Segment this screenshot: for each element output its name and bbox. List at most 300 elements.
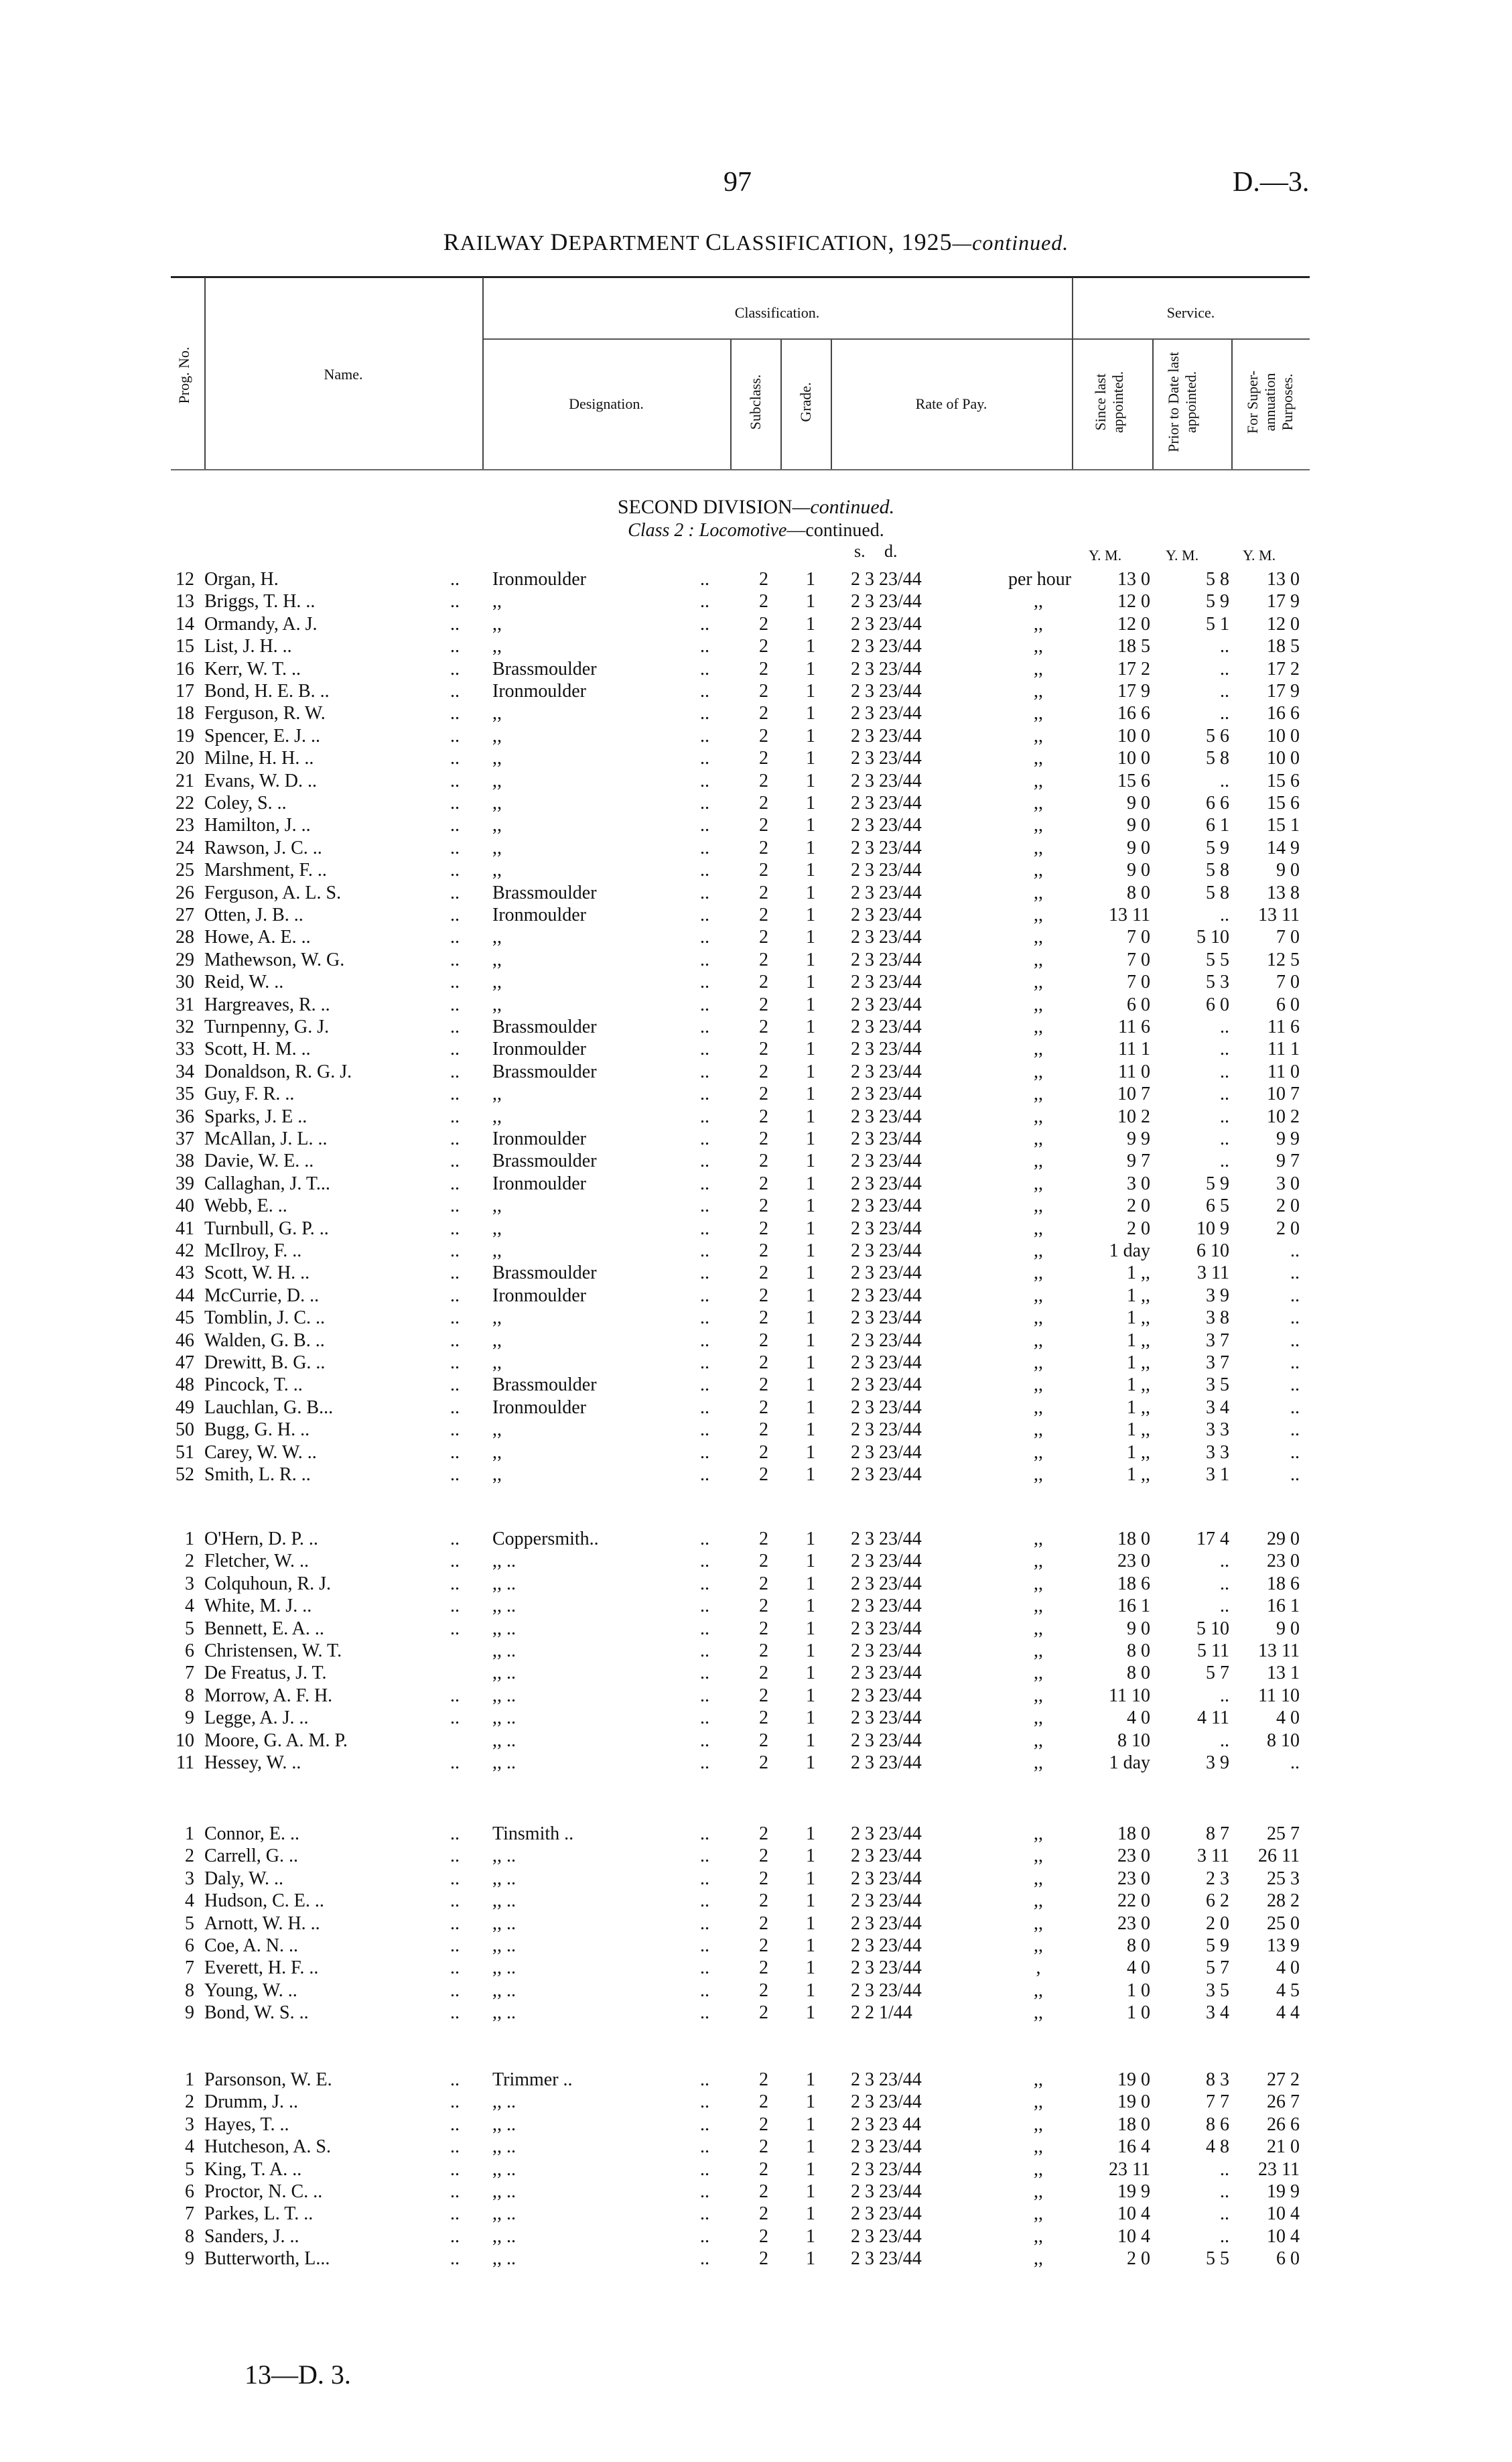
classification-underline (482, 338, 1072, 340)
service-since-last: 18 6 (1117, 1573, 1150, 1594)
prog-number: 37 (176, 1128, 194, 1149)
leader-dots: .. (700, 2225, 709, 2247)
service-superannuation: 9 7 (1276, 1151, 1300, 1172)
service-superannuation: 17 2 (1267, 658, 1300, 679)
table-row (0, 2203, 1512, 2225)
prog-number: 41 (176, 1218, 194, 1239)
service-since-last: 2 0 (1127, 1218, 1150, 1239)
rate-unit: ,, (1034, 770, 1043, 791)
header-top-rule (171, 276, 1310, 278)
leader-dots: .. (450, 972, 460, 993)
leader-dots: .. (450, 569, 460, 590)
rate-of-pay: 2 3 23/44 (851, 1618, 922, 1639)
service-prior: 4 8 (1206, 2136, 1229, 2158)
rate-of-pay: 2 3 23/44 (851, 703, 922, 724)
leader-dots: .. (700, 815, 709, 836)
prog-number: 44 (176, 1285, 194, 1306)
designation: Ironmoulder (492, 1173, 586, 1194)
rate-of-pay: 2 3 23/44 (851, 1128, 922, 1149)
leader-dots: .. (700, 2203, 709, 2225)
employee-name: O'Hern, D. P. .. (204, 1529, 318, 1549)
table-row (0, 837, 1512, 859)
service-superannuation: 13 0 (1267, 569, 1300, 590)
designation: ,, .. (492, 2225, 516, 2247)
service-prior: .. (1220, 1573, 1229, 1594)
employee-name: King, T. A. .. (204, 2158, 302, 2180)
rate-unit: ,, (1034, 2069, 1043, 2090)
table-row (0, 1464, 1512, 1486)
rate-unit: ,, (1034, 1352, 1043, 1373)
rate-unit: ,, (1034, 2136, 1043, 2158)
service-since-last: 1 ,, (1127, 1285, 1150, 1306)
designation: ,, (492, 837, 502, 858)
leader-dots: .. (700, 927, 709, 948)
table-row (0, 680, 1512, 702)
employee-name: Turnbull, G. P. .. (204, 1218, 329, 1239)
rate-unit: ,, (1034, 748, 1043, 769)
service-since-last: 2 0 (1127, 1195, 1150, 1217)
service-since-last: 18 5 (1117, 636, 1150, 657)
table-row (0, 2248, 1512, 2270)
subclass: 2 (759, 2203, 768, 2225)
rate-of-pay: 2 3 23/44 (851, 1017, 922, 1037)
table-row (0, 1868, 1512, 1890)
rate-of-pay: 2 3 23/44 (851, 2203, 922, 2225)
rate-unit: ,, (1034, 1980, 1043, 2001)
service-since-last: 12 0 (1117, 591, 1150, 612)
leader-dots: .. (450, 994, 460, 1015)
rate-of-pay: 2 3 23/44 (851, 1752, 922, 1773)
grade: 1 (806, 613, 815, 635)
service-prior: .. (1220, 1151, 1229, 1172)
subclass: 2 (759, 837, 768, 858)
grade: 1 (806, 1218, 815, 1239)
rate-unit: ,, (1034, 1173, 1043, 1194)
subclass: 2 (759, 972, 768, 993)
leader-dots: .. (700, 1935, 709, 1956)
prog-number: 39 (176, 1173, 194, 1194)
col-divider (730, 340, 732, 469)
rate-unit: ,, (1034, 1330, 1043, 1351)
subclass: 2 (759, 882, 768, 903)
employee-name: Bugg, G. H. .. (204, 1419, 310, 1441)
service-prior: 5 11 (1197, 1640, 1229, 1661)
service-prior: 8 7 (1206, 1823, 1229, 1844)
leader-dots: .. (450, 1823, 460, 1844)
designation: ,, (492, 770, 502, 791)
service-prior: 5 3 (1206, 972, 1229, 993)
designation: ,, (492, 1352, 502, 1373)
leader-dots: .. (450, 1464, 460, 1485)
table-row (0, 1173, 1512, 1195)
designation: ,, .. (492, 1618, 516, 1639)
rate-of-pay: 2 3 23/44 (851, 1330, 922, 1351)
table-row (0, 1330, 1512, 1352)
service-prior: 5 5 (1206, 2248, 1229, 2270)
service-since-last: 13 0 (1117, 569, 1150, 590)
service-prior: 10 9 (1196, 1218, 1229, 1239)
table-row (0, 1038, 1512, 1060)
subclass: 2 (759, 1106, 768, 1127)
table-row (0, 658, 1512, 680)
service-superannuation: 7 0 (1276, 972, 1300, 993)
subclass: 2 (759, 1262, 768, 1284)
service-since-last: 9 0 (1127, 815, 1150, 836)
service-since-last: 9 7 (1127, 1151, 1150, 1172)
service-since-last: 2 0 (1127, 2248, 1150, 2270)
leader-dots: .. (450, 882, 460, 903)
rate-of-pay: 2 3 23/44 (851, 882, 922, 903)
service-prior: .. (1220, 1106, 1229, 1127)
leader-dots: .. (700, 658, 709, 679)
service-superannuation: 23 11 (1258, 2158, 1300, 2180)
grade: 1 (806, 1262, 815, 1284)
rate-unit: ,, (1034, 2203, 1043, 2225)
subclass: 2 (759, 1017, 768, 1037)
leader-dots: .. (700, 681, 709, 702)
service-superannuation: .. (1290, 1307, 1300, 1329)
leader-dots: .. (450, 1685, 460, 1706)
service-since-last: 4 0 (1127, 1707, 1150, 1729)
header-designation: Designation. (569, 395, 644, 412)
designation: ,, (492, 1307, 502, 1329)
service-superannuation: 6 0 (1276, 2248, 1300, 2270)
service-prior: 3 11 (1197, 1845, 1229, 1867)
employee-name: Parkes, L. T. .. (204, 2203, 314, 2225)
service-prior: .. (1220, 1128, 1229, 1149)
service-superannuation: 13 11 (1258, 1640, 1300, 1661)
service-since-last: 15 6 (1117, 770, 1150, 791)
service-since-last: 8 0 (1127, 1640, 1150, 1661)
service-superannuation: 2 0 (1276, 1218, 1300, 1239)
service-since-last: 17 9 (1117, 681, 1150, 702)
service-superannuation: 11 0 (1267, 1061, 1300, 1082)
service-superannuation: 9 9 (1276, 1128, 1300, 1149)
subclass: 2 (759, 2225, 768, 2247)
grade: 1 (806, 1752, 815, 1773)
service-prior: 3 8 (1206, 1307, 1229, 1329)
service-since-last: 16 6 (1117, 703, 1150, 724)
service-prior: .. (1220, 2225, 1229, 2247)
table-row (0, 859, 1512, 881)
rate-unit: ,, (1034, 1935, 1043, 1956)
leader-dots: .. (700, 1262, 709, 1284)
service-superannuation: 17 9 (1267, 591, 1300, 612)
service-prior: .. (1220, 1084, 1229, 1105)
employee-name: Evans, W. D. .. (204, 770, 317, 791)
service-prior: 6 1 (1206, 815, 1229, 836)
rate-unit: ,, (1034, 2158, 1043, 2180)
grade: 1 (806, 1640, 815, 1661)
employee-name: Kerr, W. T. .. (204, 658, 301, 679)
table-row (0, 814, 1512, 836)
table-row (0, 2225, 1512, 2248)
prog-number: 51 (176, 1441, 194, 1463)
leader-dots: .. (700, 2091, 709, 2113)
prog-number: 6 (185, 1935, 194, 1956)
rate-of-pay: 2 3 23/44 (851, 1374, 922, 1396)
service-since-last: 11 0 (1118, 1061, 1150, 1082)
designation: Brassmoulder (492, 658, 597, 679)
prog-number: 3 (185, 1573, 194, 1594)
subclass: 2 (759, 2114, 768, 2135)
service-since-last: 19 9 (1117, 2181, 1150, 2202)
table-row (0, 949, 1512, 971)
designation: ,, (492, 860, 502, 881)
subclass: 2 (759, 1084, 768, 1105)
unit-years-months: Y. M. (1243, 547, 1276, 564)
employee-name: White, M. J. .. (204, 1596, 312, 1617)
employee-name: Parsonson, W. E. (204, 2069, 332, 2090)
service-prior: 5 8 (1206, 748, 1229, 769)
rate-unit: ,, (1034, 591, 1043, 612)
rate-unit: ,, (1034, 1529, 1043, 1549)
subclass: 2 (759, 770, 768, 791)
employee-name: Connor, E. .. (204, 1823, 299, 1844)
leader-dots: .. (450, 725, 460, 747)
rate-unit: ,, (1034, 2002, 1043, 2024)
header-rate-of-pay: Rate of Pay. (915, 395, 987, 412)
service-since-last: 10 4 (1117, 2225, 1150, 2247)
prog-number: 4 (185, 1890, 194, 1912)
service-prior: 5 5 (1206, 949, 1229, 970)
service-prior: 3 9 (1206, 1285, 1229, 1306)
service-prior: 6 10 (1196, 1240, 1229, 1261)
prog-number: 9 (185, 2002, 194, 2024)
leader-dots: .. (700, 1529, 709, 1549)
leader-dots: .. (450, 1913, 460, 1934)
division-name: SECOND DIVISION (617, 496, 793, 518)
leader-dots: .. (700, 725, 709, 747)
subclass: 2 (759, 658, 768, 679)
subclass: 2 (759, 1551, 768, 1572)
subclass: 2 (759, 569, 768, 590)
designation: Ironmoulder (492, 1285, 586, 1306)
rate-of-pay: 2 3 23/44 (851, 1441, 922, 1463)
leader-dots: .. (450, 2158, 460, 2180)
service-prior: 2 3 (1206, 1868, 1229, 1889)
service-superannuation: 15 1 (1267, 815, 1300, 836)
employee-name: Webb, E. .. (204, 1195, 287, 1217)
designation: Coppersmith.. (492, 1529, 599, 1549)
rate-of-pay: 2 3 23/44 (851, 1285, 922, 1306)
leader-dots: .. (450, 1980, 460, 2001)
employee-name: Tomblin, J. C. .. (204, 1307, 326, 1329)
service-prior: 6 5 (1206, 1195, 1229, 1217)
rate-of-pay: 2 3 23/44 (851, 949, 922, 970)
designation: ,, .. (492, 2002, 516, 2024)
grade: 1 (806, 1685, 815, 1706)
rate-unit: ,, (1034, 972, 1043, 993)
service-superannuation: .. (1290, 1352, 1300, 1373)
table-row (0, 747, 1512, 769)
grade: 1 (806, 591, 815, 612)
service-prior: 5 7 (1206, 1957, 1229, 1979)
designation: ,, .. (492, 2203, 516, 2225)
employee-name: Davie, W. E. .. (204, 1151, 314, 1172)
grade: 1 (806, 1464, 815, 1485)
service-since-last: 9 0 (1127, 860, 1150, 881)
table-row (0, 568, 1512, 590)
grade: 1 (806, 1663, 815, 1684)
service-superannuation: 9 0 (1276, 860, 1300, 881)
service-prior: 5 8 (1206, 860, 1229, 881)
header-name: Name. (324, 366, 363, 383)
rate-unit: ,, (1034, 1730, 1043, 1751)
service-superannuation: 21 0 (1267, 2136, 1300, 2158)
service-superannuation: 13 9 (1267, 1935, 1300, 1956)
service-since-last: 1 day (1109, 1240, 1150, 1261)
employee-name: Reid, W. .. (204, 972, 284, 993)
prog-number: 2 (185, 1845, 194, 1867)
service-prior: 5 6 (1206, 725, 1229, 747)
table-row (0, 1352, 1512, 1374)
grade: 1 (806, 949, 815, 970)
designation: ,, .. (492, 2136, 516, 2158)
rate-of-pay: 2 3 23/44 (851, 1084, 922, 1105)
grade: 1 (806, 815, 815, 836)
rate-unit: ,, (1034, 949, 1043, 970)
grade: 1 (806, 2158, 815, 2180)
service-since-last: 16 1 (1117, 1596, 1150, 1617)
grade: 1 (806, 1551, 815, 1572)
rate-unit: ,, (1034, 681, 1043, 702)
employee-name: Everett, H. F. .. (204, 1957, 319, 1979)
employee-name: Colquhoun, R. J. (204, 1573, 332, 1594)
rate-of-pay: 2 3 23/44 (851, 815, 922, 836)
designation: ,, (492, 1330, 502, 1351)
employee-name: Milne, H. H. .. (204, 748, 314, 769)
subclass: 2 (759, 725, 768, 747)
leader-dots: .. (700, 1061, 709, 1082)
class-suffix: —continued. (786, 520, 884, 541)
prog-number: 43 (176, 1262, 194, 1284)
rate-unit: ,, (1034, 1752, 1043, 1773)
service-since-last: 1 ,, (1127, 1419, 1150, 1441)
prog-number: 1 (185, 1529, 194, 1549)
designation: ,, .. (492, 1957, 516, 1979)
service-prior: 2 0 (1206, 1913, 1229, 1934)
prog-number: 9 (185, 2248, 194, 2270)
subclass: 2 (759, 1640, 768, 1661)
rate-of-pay: 2 3 23/44 (851, 972, 922, 993)
leader-dots: .. (450, 1240, 460, 1261)
leader-dots: .. (450, 1573, 460, 1594)
service-superannuation: 15 6 (1267, 793, 1300, 814)
prog-number: 47 (176, 1352, 194, 1373)
leader-dots: .. (700, 1640, 709, 1661)
employee-name: Guy, F. R. .. (204, 1084, 295, 1105)
table-row (0, 590, 1512, 612)
grade: 1 (806, 1128, 815, 1149)
table-row (0, 1573, 1512, 1595)
leader-dots: .. (700, 949, 709, 970)
service-prior: 5 9 (1206, 837, 1229, 858)
rate-unit: ,, (1034, 1618, 1043, 1639)
rate-of-pay: 2 3 23/44 (851, 1106, 922, 1127)
subclass: 2 (759, 636, 768, 657)
service-superannuation: .. (1290, 1374, 1300, 1396)
employee-name: List, J. H. .. (204, 636, 292, 657)
subclass: 2 (759, 1596, 768, 1617)
designation: ,, (492, 927, 502, 948)
table-row (0, 1640, 1512, 1662)
grade: 1 (806, 2181, 815, 2202)
employee-name: Drumm, J. .. (204, 2091, 298, 2113)
designation: ,, (492, 1218, 502, 1239)
rate-unit: ,, (1034, 815, 1043, 836)
service-since-last: 23 0 (1117, 1845, 1150, 1867)
designation: ,, (492, 613, 502, 635)
service-superannuation: 15 6 (1267, 770, 1300, 791)
prog-number: 11 (176, 1752, 194, 1773)
prog-number: 5 (185, 1913, 194, 1934)
designation: ,, .. (492, 1551, 516, 1572)
employee-name: Coe, A. N. .. (204, 1935, 298, 1956)
employee-name: McCurrie, D. .. (204, 1285, 320, 1306)
designation: ,, .. (492, 2248, 516, 2270)
leader-dots: .. (700, 1441, 709, 1463)
service-superannuation: 13 1 (1267, 1663, 1300, 1684)
grade: 1 (806, 1596, 815, 1617)
employee-name: Lauchlan, G. B... (204, 1397, 334, 1418)
prog-number: 1 (185, 1823, 194, 1844)
section-title (0, 496, 1512, 519)
service-since-last: 10 0 (1117, 748, 1150, 769)
subclass: 2 (759, 1935, 768, 1956)
service-prior: 5 7 (1206, 1663, 1229, 1684)
designation: ,, .. (492, 1845, 516, 1867)
prog-number: 23 (176, 815, 194, 836)
prog-number: 29 (176, 949, 194, 970)
leader-dots: .. (450, 1441, 460, 1463)
service-prior: 8 3 (1206, 2069, 1229, 2090)
leader-dots: .. (700, 703, 709, 724)
prog-number: 28 (176, 927, 194, 948)
designation: ,, .. (492, 2114, 516, 2135)
grade: 1 (806, 1618, 815, 1639)
employee-name: Arnott, W. H. .. (204, 1913, 320, 1934)
table-row (0, 1845, 1512, 1867)
designation: ,, (492, 815, 502, 836)
grade: 1 (806, 1285, 815, 1306)
service-prior: .. (1220, 2181, 1229, 2202)
prog-number: 7 (185, 2203, 194, 2225)
service-since-last: 9 0 (1127, 1618, 1150, 1639)
rate-unit: ,, (1034, 1397, 1043, 1418)
subclass: 2 (759, 860, 768, 881)
table-row (0, 1823, 1512, 1845)
subclass: 2 (759, 927, 768, 948)
employee-name: McAllan, J. L. .. (204, 1128, 328, 1149)
rate-unit: ,, (1034, 1441, 1043, 1463)
table-row (0, 2136, 1512, 2158)
rate-of-pay: 2 3 23/44 (851, 613, 922, 635)
table-row (0, 1957, 1512, 1979)
designation: Trimmer .. (492, 2069, 573, 2090)
service-superannuation: 11 1 (1267, 1039, 1300, 1060)
service-superannuation: 7 0 (1276, 927, 1300, 948)
table-row (0, 1980, 1512, 2002)
prog-number: 12 (176, 569, 194, 590)
leader-dots: .. (700, 2136, 709, 2158)
grade: 1 (806, 1529, 815, 1549)
rate-of-pay: 2 3 23/44 (851, 1061, 922, 1082)
leader-dots: .. (450, 927, 460, 948)
rate-unit: ,, (1034, 1061, 1043, 1082)
header-prior-to-date: Prior to Date last appointed. (1165, 352, 1199, 452)
grade: 1 (806, 1419, 815, 1441)
